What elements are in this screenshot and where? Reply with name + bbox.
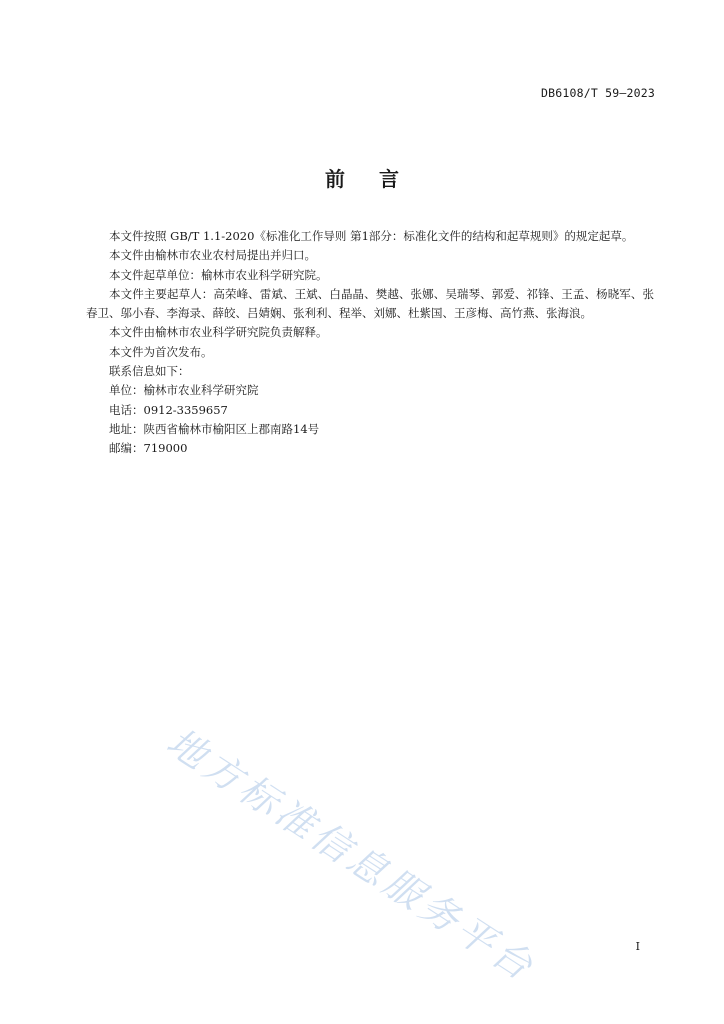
paragraph-interpretation: 本文件由榆林市农业科学研究院负责解释。 (109, 325, 328, 340)
paragraph-drafters: 本文件主要起草人：高荣峰、雷斌、王斌、白晶晶、樊越、张娜、吴瑞琴、郭爱、祁锋、王孟、杨晓军、张春卫、邬小春、李海录、薛皎、吕婧娴、张利利、程举、刘娜、杜紫国、王彦梅、高竹燕、张海浪。 (86, 286, 654, 321)
watermark: 地方标准信息服务平台 (159, 719, 544, 991)
contact-postcode: 邮编：719000 (109, 441, 188, 456)
page-number: I (635, 940, 640, 953)
contact-phone: 电话：0912-3359657 (109, 402, 228, 417)
paragraph-drafting-unit: 本文件起草单位：榆林市农业科学研究院。 (109, 267, 328, 282)
contact-address: 地址：陕西省榆林市榆阳区上郡南路14号 (109, 421, 320, 436)
contact-heading: 联系信息如下： (109, 364, 190, 379)
title-char-2: 言 (379, 167, 399, 191)
page-title (0, 163, 724, 192)
paragraph-standard-basis: 本文件按照 GB/T 1.1-2020《标准化工作导则 第1部分：标准化文件的结构和起草规则》的规定起草。 (109, 229, 634, 243)
title-char-1: 前 (325, 167, 345, 191)
foreword-body (86, 227, 654, 459)
contact-unit: 单位：榆林市农业科学研究院 (109, 383, 259, 398)
document-code: DB6108/T 59—2023 (541, 86, 655, 100)
paragraph-proposer: 本文件由榆林市农业农村局提出并归口。 (109, 248, 316, 263)
paragraph-first-release: 本文件为首次发布。 (109, 344, 213, 359)
